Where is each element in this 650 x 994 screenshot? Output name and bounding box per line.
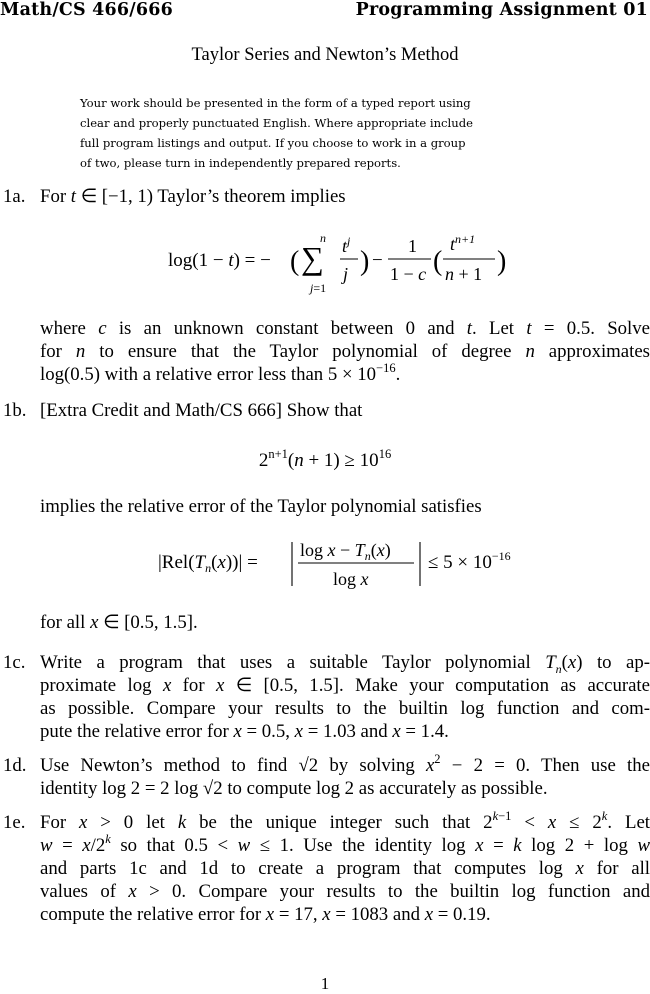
left-paren: (: [290, 246, 300, 277]
problem-label: 1e.: [3, 812, 26, 833]
problem-line: pute the relative error for x = 0.5, x = 1.03 and x = 1.4.: [40, 721, 449, 742]
equation2-lhs: $|Rel(T_n(x))|$ =: [158, 552, 258, 575]
taylor-equation: [150, 222, 530, 302]
relative-error-equation: [150, 532, 550, 594]
problem-line: Write a program that uses a suitable Taylor polynomial $T_n(x)$ to ap-: [40, 652, 650, 676]
frac-den: j: [343, 264, 349, 284]
problem-line: and parts 1c and 1d to create a program that computes log x for all: [40, 858, 650, 879]
problem-line: values of x > 0. Compare your results to the builtin log function and: [40, 881, 650, 902]
minus-sign: −: [372, 250, 383, 271]
course-header: Math/CS 466/666: [0, 0, 174, 20]
left-paren2: (: [433, 246, 443, 277]
right-paren: ): [360, 246, 370, 277]
document-title: Taylor Series and Newton’s Method: [191, 45, 459, 65]
problem-label: 1d.: [3, 755, 27, 776]
problem-line: Use Newton’s method to find √2 by solving $x^2 - 2 = 0$. Then use the: [40, 752, 650, 776]
inequality-equation: $2^{n+1}(n + 1) \ge 10^{16}$: [258, 447, 392, 471]
equation2-rhs: ≤ $5 \times 10^{-16}$: [428, 549, 511, 573]
intro-line: clear and properly punctuated English. Where appropriate include: [80, 116, 473, 131]
problem-line: as possible. Compare your results to the builtin log function and com-: [40, 698, 650, 719]
problem-line: for n to ensure that the Taylor polynomial of degree n approximates: [40, 341, 650, 362]
equation-lhs: log(1 − t) = −: [168, 250, 271, 271]
right-paren2: ): [497, 246, 507, 277]
frac-num: $t^j$: [342, 234, 351, 256]
intro-line: full program listings and output. If you choose to work in a group: [80, 136, 466, 151]
intro-line: Your work should be presented in the form of a typed report using: [80, 96, 471, 110]
assignment-header: Programming Assignment 01: [355, 0, 648, 20]
frac3-num: $t^{n+1}$: [450, 232, 476, 254]
problem-line: [Extra Credit and Math/CS 666] Show that: [40, 400, 363, 421]
problem-line: for all x ∈ [0.5, 1.5].: [40, 612, 198, 633]
frac-num: $\log x - T_n(x)$: [300, 540, 391, 563]
problem-label: 1b.: [3, 400, 27, 421]
problem-line: where c is an unknown constant between 0 and t. Let t = 0.5. Solve: [40, 318, 650, 339]
problem-line: For x > 0 let k be the unique integer such that $2^{k-1} < x \le 2^k$. Let: [40, 809, 650, 833]
frac2-num: 1: [408, 236, 417, 256]
problem-label: 1a.: [3, 186, 26, 207]
intro-line: of two, please turn in independently prepared reports.: [80, 156, 401, 171]
page-number: 1: [320, 974, 330, 993]
problem-line: compute the relative error for x = 17, x = 1083 and x = 0.19.: [40, 904, 491, 925]
problem-line: proximate log x for x ∈ [0.5, 1.5]. Make your computation as accurate: [40, 675, 650, 696]
problem-label: 1c.: [3, 652, 26, 673]
frac2-den: 1 − c: [390, 264, 427, 284]
sum-lower: j=1: [310, 281, 327, 295]
frac3-den: n + 1: [445, 264, 483, 284]
problem-line: log(0.5) with a relative error less than $5 \times 10^{-16}$.: [40, 361, 401, 385]
sum-sign: ∑: [301, 240, 324, 276]
problem-line: identity log 2 = 2 log √2 to compute log 2 as accurately as possible.: [40, 778, 548, 799]
problem-line: For t ∈ [−1, 1) Taylor’s theorem implies: [40, 186, 346, 207]
frac-den: log x: [333, 569, 369, 589]
sum-upper: n: [320, 231, 326, 245]
intro-paragraph: [80, 93, 572, 173]
problem-line: $w = x/2^k$ so that 0.5 < w ≤ 1. Use the identity log x = k log 2 + log w: [40, 832, 650, 856]
problem-line: implies the relative error of the Taylor polynomial satisfies: [40, 496, 482, 517]
